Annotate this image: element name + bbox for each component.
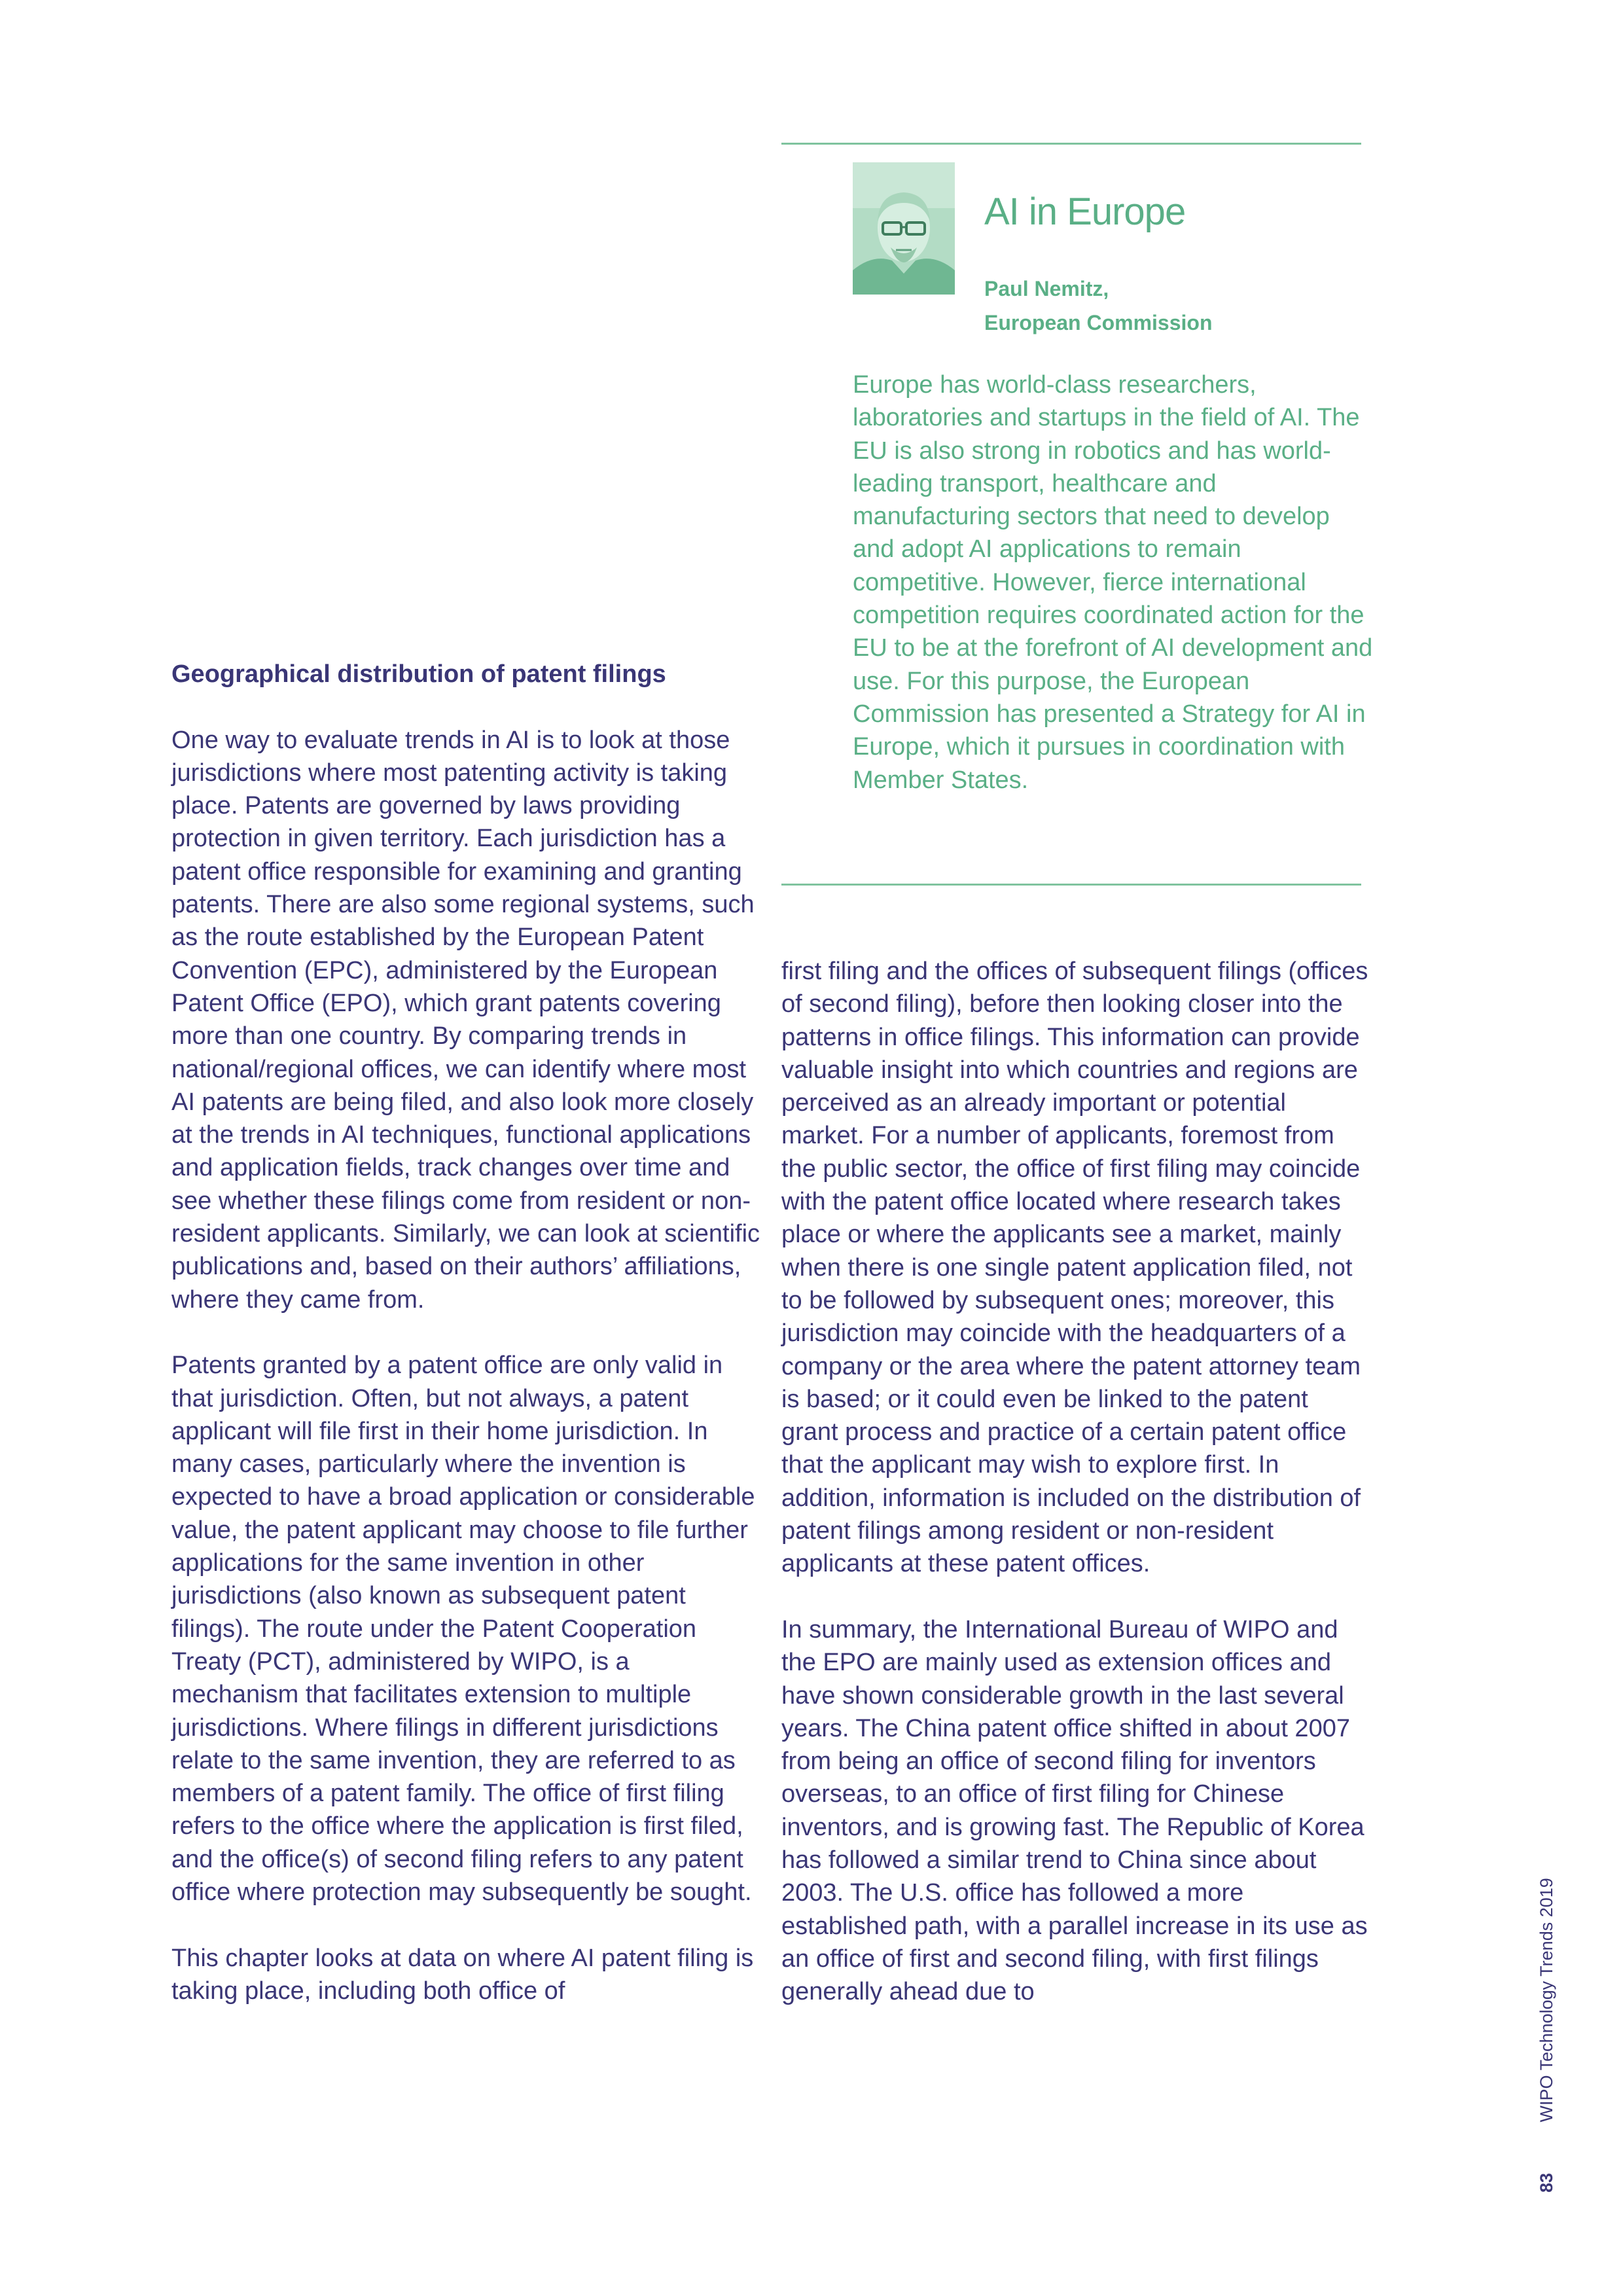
left-column — [171, 658, 760, 2040]
box-top-rule — [781, 143, 1361, 145]
page-number: 83 — [1537, 2172, 1556, 2193]
right-column — [781, 955, 1370, 2041]
section-heading: Geographical distribution of patent filings — [171, 660, 666, 688]
box-title: AI in Europe — [984, 190, 1186, 233]
body-paragraph: One way to evaluate trends in AI is to look at those jurisdictions where most patenting activity is taking place. Patents are governed by laws providing protection in given territory. Each jurisdiction has a patent office responsible for examining and granting patents. There are also some regional systems, such as the route established by the European Patent Convention (EPC), administered by the European Patent Office (EPO), which grant patents covering more than one country. By comparing trends in national/regional offices, we can identify where most AI patents are being filed, and also look more closely at the trends in AI techniques, functional applications and application fields, track changes over time and see whether these filings come from resident or non-resident applicants. Similarly, we can look at scientific publications and, based on their authors’ affiliations, where they came from. — [171, 726, 760, 1314]
box-bottom-rule — [781, 884, 1361, 886]
page-footer — [1537, 1878, 1557, 2193]
body-paragraph: In summary, the International Bureau of WIPO and the EPO are mainly used as extension offices and have shown considerable growth in the last several years. The China patent office shifted in about 2007 from being an office of second filing for inventors overseas, to an office of first filing for Chinese inventors, and is growing fast. The Republic of Korea has followed a similar trend to China since about 2003. The U.S. office has followed a more established path, with a parallel increase in its use as an office of first and second filing, with first filings generally ahead due to — [781, 1615, 1368, 2006]
author-photo — [853, 162, 955, 295]
author-organization: European Commission — [984, 311, 1213, 334]
box-body-text: Europe has world-class researchers, laboratories and startups in the field of AI. The EU is also strong in robotics and has world-leading transport, healthcare and manufacturing sectors that need to develop and adopt AI applications to remain competitive. However, fierce international competition requires coordinated action for the EU to be at the forefront of AI development and use. For this purpose, the European Commission has presented a Strategy for AI in Europe, which it pursues in coordination with Member States. — [853, 371, 1373, 794]
author-portrait-image — [853, 162, 955, 295]
body-paragraph: This chapter looks at data on where AI patent filing is taking place, including both office of — [171, 1944, 754, 2005]
publication-title: WIPO Technology Trends 2019 — [1537, 1878, 1556, 2123]
body-paragraph: first filing and the offices of subsequent filings (offices of second filing), before then looking closer into the patterns in office filings. This information can provide valuable insight into which countries and regions are perceived as an already important or potential market. For a number of applicants, foremost from the public sector, the office of first filing may coincide with the patent office located where research takes place or where the applicants see a market, mainly when there is one single patent application filed, not to be followed by subsequent ones; moreover, this jurisdiction may coincide with the headquarters of a company or the area where the patent attorney team is based; or it could even be linked to the patent grant process and practice of a certain patent office that the applicant may wish to explore first. In addition, information is included on the distribution of patent filings among resident or non-resident applicants at these patent offices. — [781, 958, 1368, 1578]
box-author — [984, 272, 1213, 340]
body-paragraph: Patents granted by a patent office are only valid in that jurisdiction. Often, but not always, a patent applicant will file first in their home jurisdiction. In many cases, particularly where the invention is expected to have a broad application or considerable value, the patent applicant may choose to file further applications for the same invention in other jurisdictions (also known as subsequent patent filings). The route under the Patent Cooperation Treaty (PCT), administered by WIPO, is a mechanism that facilitates extension to multiple jurisdictions. Where filings in different jurisdictions relate to the same invention, they are referred to as members of a patent family. The office of first filing refers to the office where the application is first filed, and the office(s) of second filing refers to any patent office where protection may subsequently be sought. — [171, 1352, 755, 1906]
author-name: Paul Nemitz, — [984, 277, 1109, 300]
